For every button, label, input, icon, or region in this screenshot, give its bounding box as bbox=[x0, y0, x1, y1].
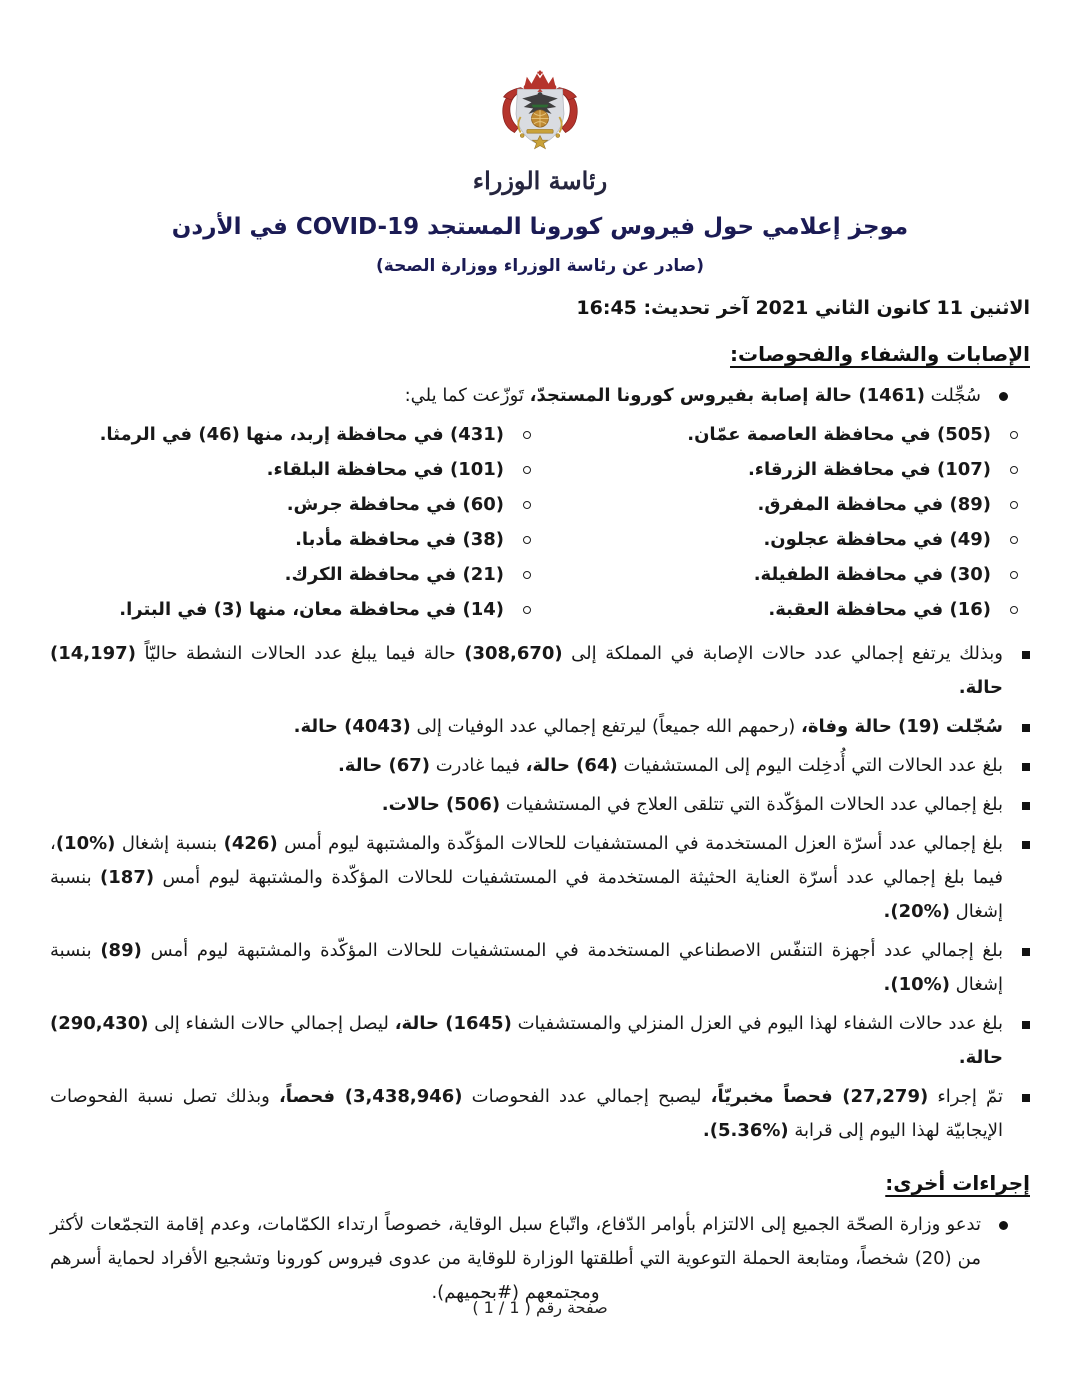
document-body bbox=[50, 342, 1030, 1310]
date-line: الاثنين 11 كانون الثاني 2021 آخر تحديث: 16:45 bbox=[576, 297, 1030, 319]
page-title: موجز إعلامي حول فيروس كورونا المستجد COVID-19 في الأردن bbox=[171, 214, 909, 240]
governorate-mafraq: (89) في محافظة المفرق. bbox=[757, 494, 991, 515]
circle-bullet-icon bbox=[504, 453, 531, 474]
list-item bbox=[50, 523, 531, 557]
list-item bbox=[50, 418, 531, 452]
governorate-karak: (21) في محافظة الكرك. bbox=[284, 564, 504, 585]
cases-intro-item bbox=[50, 379, 1008, 413]
square-bullet-icon bbox=[1003, 637, 1030, 659]
circle-bullet-icon bbox=[991, 558, 1018, 579]
governorate-maan: (14) في محافظة معان، منها (3) في البترا. bbox=[119, 599, 504, 620]
disc-bullet-icon bbox=[981, 1208, 1008, 1230]
circle-bullet-icon bbox=[991, 523, 1018, 544]
stat-item-tests bbox=[50, 1080, 1030, 1148]
square-bullet-icon bbox=[1003, 827, 1030, 849]
square-bullet-icon bbox=[1003, 788, 1030, 810]
emblem-caption: رئاسة الوزراء bbox=[472, 166, 608, 195]
section-header-other-measures: إجراءات أخرى: bbox=[885, 1171, 1030, 1195]
stat-text: سُجّلت (19) حالة وفاة، (رحمهم الله جميعاً) ليرتفع إجمالي عدد الوفيات إلى (4043) حالة. bbox=[293, 716, 1003, 737]
governorate-balqa: (101) في محافظة البلقاء. bbox=[266, 459, 504, 480]
square-bullet-icon bbox=[1003, 1007, 1030, 1029]
square-bullet-icon bbox=[1003, 1080, 1030, 1102]
stat-item-recoveries bbox=[50, 1007, 1030, 1075]
circle-bullet-icon bbox=[991, 593, 1018, 614]
circle-bullet-icon bbox=[991, 418, 1018, 439]
governorate-irbid: (431) في محافظة إربد، منها (46) في الرمثا. bbox=[99, 424, 504, 445]
circle-bullet-icon bbox=[991, 453, 1018, 474]
stat-item-isolation-beds bbox=[50, 827, 1030, 929]
governorate-jerash: (60) في محافظة جرش. bbox=[286, 494, 504, 515]
page-number: صفحة رقم ( 1 / 1 ) bbox=[472, 1298, 608, 1317]
stat-item-ventilators bbox=[50, 934, 1030, 1002]
list-item bbox=[537, 453, 1018, 487]
globe-icon bbox=[531, 110, 548, 127]
stat-item-deaths bbox=[50, 710, 1030, 744]
list-item bbox=[537, 418, 1018, 452]
governorates-list bbox=[50, 418, 1018, 628]
list-item bbox=[50, 593, 531, 627]
governorate-aqaba: (16) في محافظة العقبة. bbox=[768, 599, 991, 620]
circle-bullet-icon bbox=[504, 488, 531, 509]
crown-icon bbox=[524, 71, 556, 90]
governorate-madaba: (38) في محافظة مأدبا. bbox=[295, 529, 504, 550]
governorate-ajloun: (49) في محافظة عجلون. bbox=[763, 529, 991, 550]
governorates-column-left bbox=[50, 418, 531, 628]
stat-text: وبذلك يرتفع إجمالي عدد حالات الإصابة في المملكة إلى (308,670) حالة فيما يبلغ عدد الحالات النشطة حاليّاً (14,197) حالة. bbox=[50, 643, 1003, 698]
jordan-coat-of-arms-icon bbox=[50, 70, 1030, 164]
list-item bbox=[537, 593, 1018, 627]
governorate-zarqa: (107) في محافظة الزرقاء. bbox=[747, 459, 991, 480]
stat-text: تمّ إجراء (27,279) فحصاً مخبريّاً، ليصبح إجمالي عدد الفحوصات (3,438,946) فحصاً، وبذلك تصل نسبة الفحوصات الإيجابيّة لهذا اليوم إلى قرابة (%5.36). bbox=[50, 1086, 1003, 1141]
cases-intro-text: سُجِّلت (1461) حالة إصابة بفيروس كورونا المستجدّ، تَوزّعت كما يلي: bbox=[404, 385, 981, 406]
circle-bullet-icon bbox=[504, 593, 531, 614]
circle-bullet-icon bbox=[504, 418, 531, 439]
stat-text: بلغ عدد الحالات التي أُدخِلت اليوم إلى المستشفيات (64) حالة، فيما غادرت (67) حالة. bbox=[337, 755, 1003, 776]
list-item bbox=[537, 523, 1018, 557]
list-item bbox=[537, 488, 1018, 522]
stat-text: بلغ إجمالي عدد أجهزة التنفّس الاصطناعي المستخدمة في المستشفيات للحالات المؤكّدة والمشتبهة ليوم أمس (89) بنسبة إشغال (%10). bbox=[50, 940, 1003, 995]
governorates-column-right bbox=[537, 418, 1018, 628]
list-item bbox=[50, 558, 531, 592]
list-item bbox=[537, 558, 1018, 592]
stat-item-hospitalized bbox=[50, 788, 1030, 822]
advisory-text: تدعو وزارة الصحّة الجميع إلى الالتزام بأوامر الدّفاع، واتّباع سبل الوقاية، خصوصاً ارتداء الكمّامات، وعدم إقامة التجمّعات لأكثر من (20) شخصاً، ومتابعة الحملة التوعوية التي أطلقتها الوزارة للوقاية من عدوى فيروس كورونا وتشجيع الأفراد لحماية أسرهم ومجتمعهم (#بحميهم). bbox=[50, 1214, 981, 1303]
section-header-cases: الإصابات والشفاء والفحوصات: bbox=[730, 342, 1030, 366]
stat-text: بلغ إجمالي عدد الحالات المؤكّدة التي تتلقى العلاج في المستشفيات (506) حالات. bbox=[381, 794, 1003, 815]
square-bullet-icon bbox=[1003, 934, 1030, 956]
square-bullet-icon bbox=[1003, 710, 1030, 732]
stat-text: بلغ عدد حالات الشفاء لهذا اليوم في العزل المنزلي والمستشفيات (1645) حالة، ليصل إجمالي حالات الشفاء إلى (290,430) حالة. bbox=[50, 1013, 1003, 1068]
disc-bullet-icon bbox=[981, 379, 1008, 401]
governorate-amman: (505) في محافظة العاصمة عمّان. bbox=[687, 424, 991, 445]
stat-text: بلغ إجمالي عدد أسرّة العزل المستخدمة في المستشفيات للحالات المؤكّدة والمشتبهة ليوم أمس (426) بنسبة إشغال (%10)، فيما بلغ إجمالي عدد أسرّة العناية الحثيثة المستخدمة في المستشفيات للحالات المؤكّدة والمشتبهة ليوم أمس (187) بنسبة إشغال (%20). bbox=[50, 833, 1003, 922]
circle-bullet-icon bbox=[504, 523, 531, 544]
square-bullet-icon bbox=[1003, 749, 1030, 771]
stat-item-total-cases bbox=[50, 637, 1030, 705]
document-header bbox=[50, 70, 1030, 319]
stat-item-admissions bbox=[50, 749, 1030, 783]
advisory-item bbox=[50, 1208, 1008, 1310]
circle-bullet-icon bbox=[504, 558, 531, 579]
list-item bbox=[50, 453, 531, 487]
governorate-tafileh: (30) في محافظة الطفيلة. bbox=[753, 564, 991, 585]
list-item bbox=[50, 488, 531, 522]
circle-bullet-icon bbox=[991, 488, 1018, 509]
coat-of-arms-graphic bbox=[482, 70, 598, 164]
page-subtitle: (صادر عن رئاسة الوزراء ووزارة الصحة) bbox=[376, 256, 704, 276]
